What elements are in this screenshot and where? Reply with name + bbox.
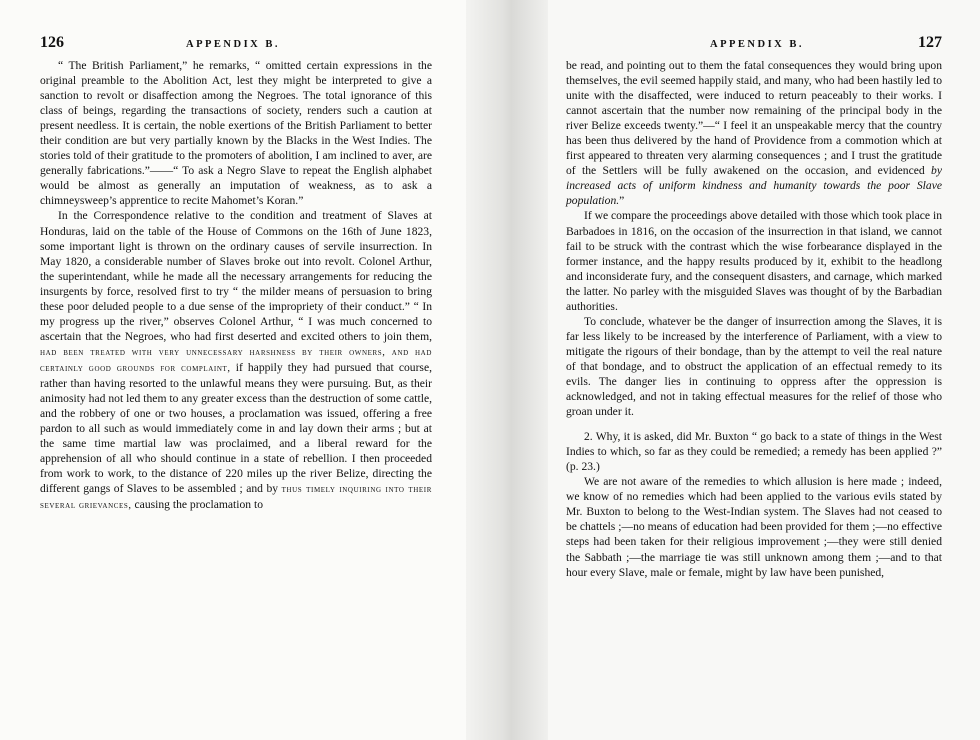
text-run: We are not aware of the remedies to which allusion is here made ; indeed, we know of no remedies which had been applied to the various evils stated by Mr. Buxton to belong to the West-Indian system. The Slaves had not ceased to be chattels ;—no means of education had been provided for them ;—no effective steps had been taken for their religious improvement ;—they were still denied the Sabbath ;—the marriage tie was still unknown among them ;—and to that hour every Slave, male or female, might by law have been punished, xyxy=(566,475,942,579)
right-paragraph-3 xyxy=(566,314,942,419)
left-paragraph-2 xyxy=(40,208,432,513)
text-run: In the Correspondence relative to the condition and treatment of Slaves at Honduras, laid on the table of the House of Commons on the 16th of June 1823, some important light is thrown on the ordinary causes of servile insurrection. In May 1820, a considerable number of Slaves broke out into revolt. Colonel Arthur, the superintendant, while he made all the necessary arrangements for reducing the insurgents by force, resolved first to try “ the milder means of persuasion to bring these poor deluded people to a due sense of the impropriety of their conduct.” “ In my progress up the river,” observes Colonel Arthur, “ I was much concerned to ascertain that the Negroes, who had first deserted and excited others to join them, xyxy=(40,209,432,343)
left-running-head: APPENDIX B. xyxy=(185,39,280,50)
left-page-number: 126 xyxy=(40,34,64,51)
right-running-head: APPENDIX B. xyxy=(709,39,804,50)
italic-emphasis: by increased acts of uniform kindness and humanity towards the poor Slave population. xyxy=(566,164,942,208)
right-page-header xyxy=(566,34,942,56)
left-paragraph-1 xyxy=(40,58,432,208)
left-page xyxy=(0,0,466,740)
text-run: To conclude, whatever be the danger of insurrection among the Slaves, it is far less likely to be increased by the interference of Parliament, with a view to mitigate the rigours of their bondage, than by the attempt to veil the real nature of that bondage, and to obstruct the application of an effectual remedy to its evils. The danger lies in continuing to oppress after the oppression is acknowledged, and not in taking effectual measures for the relief of those who groan under it. xyxy=(566,314,942,419)
text-run: “ The British Parliament,” he remarks, “ omitted certain expressions in the original preamble to the Abolition Act, lest they might be interpreted to give a sanction to revolt or disaffection among the Negroes. The total ignorance of this class of beings, regarding the transactions of society, renders such a caution at present needless. It is certain, the noble exertions of the British Parliament to better their condition are but very partially known by the Blacks in the West Indies. The stories told of their gratitude to the promoters of abolition, I am inclined to aver, are generally fabrications.”——“ To ask a Negro Slave to repeat the English alphabet would be almost as generally an imputation of weakness, as to ask a chimneysweep’s apprentice to recite Mahomet’s Koran.” xyxy=(40,59,432,208)
right-page-number: 127 xyxy=(917,34,942,51)
text-run: If we compare the proceedings above detailed with those which took place in Barbadoes in 1816, on the occasion of the insurrection in that island, we cannot fail to be struck with the contrast which the wise forbearance displayed in the former instance, and the happy results produced by it, exhibit to the headlong and inconsiderate fury, and the consequent disasters, and carnage, which marked the latter. No parley with the misguided Slaves was thought of by the Barbadian authorities. xyxy=(566,209,942,313)
text-run: 2. Why, it is asked, did Mr. Buxton “ go back to a state of things in the West Indies to which, so far as they could be remedied; a remedy has been applied ?” (p. 23.) xyxy=(566,430,942,474)
right-paragraph-5 xyxy=(566,474,942,579)
small-caps-emphasis: had been treated with very unnecessary harshness by their owners, and had certainly good grounds for complaint, xyxy=(40,346,432,374)
right-paragraph-2 xyxy=(566,208,942,313)
right-page-text xyxy=(566,58,942,580)
small-caps-emphasis: thus timely inquiring into their several grievances, xyxy=(40,484,432,512)
text-run: be read, and pointing out to them the fatal consequences they would bring upon themselves, the evil seemed happily staid, and many, who had been hastily led to unite with the disaffected, were induced to return peaceably to their works. I cannot ascertain that the number now remaining of the principal body in the river Belize exceeds twenty.”—“ I feel it an unspeakable mercy that the country has been thus delivered by the hand of Providence from a commotion which at first appeared to threaten very alarming consequences ; and I trust the gratitude of the Settlers will be fully awakened on the occasion, and evidenced xyxy=(566,59,942,178)
right-paragraph-1 xyxy=(566,58,942,208)
left-page-text xyxy=(40,58,432,513)
book-gutter xyxy=(466,0,548,740)
text-run: causing the proclamation to xyxy=(131,498,263,512)
left-page-header xyxy=(40,34,432,56)
right-paragraph-4 xyxy=(566,429,942,474)
text-run: if happily they had pursued that course, rather than having resorted to the unlawful means they were pursuing. But, as their animosity had not led them to any greater excess than the destruction of some cattle, and the robbery of one or two houses, a proclamation was issued, offering a free pardon to all such as would immediately come in and lay down their arms ; but at the same time martial law was proclaimed, and a liberal reward for the apprehension of all who should continue in a state of rebellion. I then proceeded from work to work, to the distance of 220 miles up the river Belize, directing the different gangs of Slaves to be assembled ; and by xyxy=(40,360,432,496)
right-page xyxy=(548,0,980,740)
text-run: ” xyxy=(619,194,625,208)
